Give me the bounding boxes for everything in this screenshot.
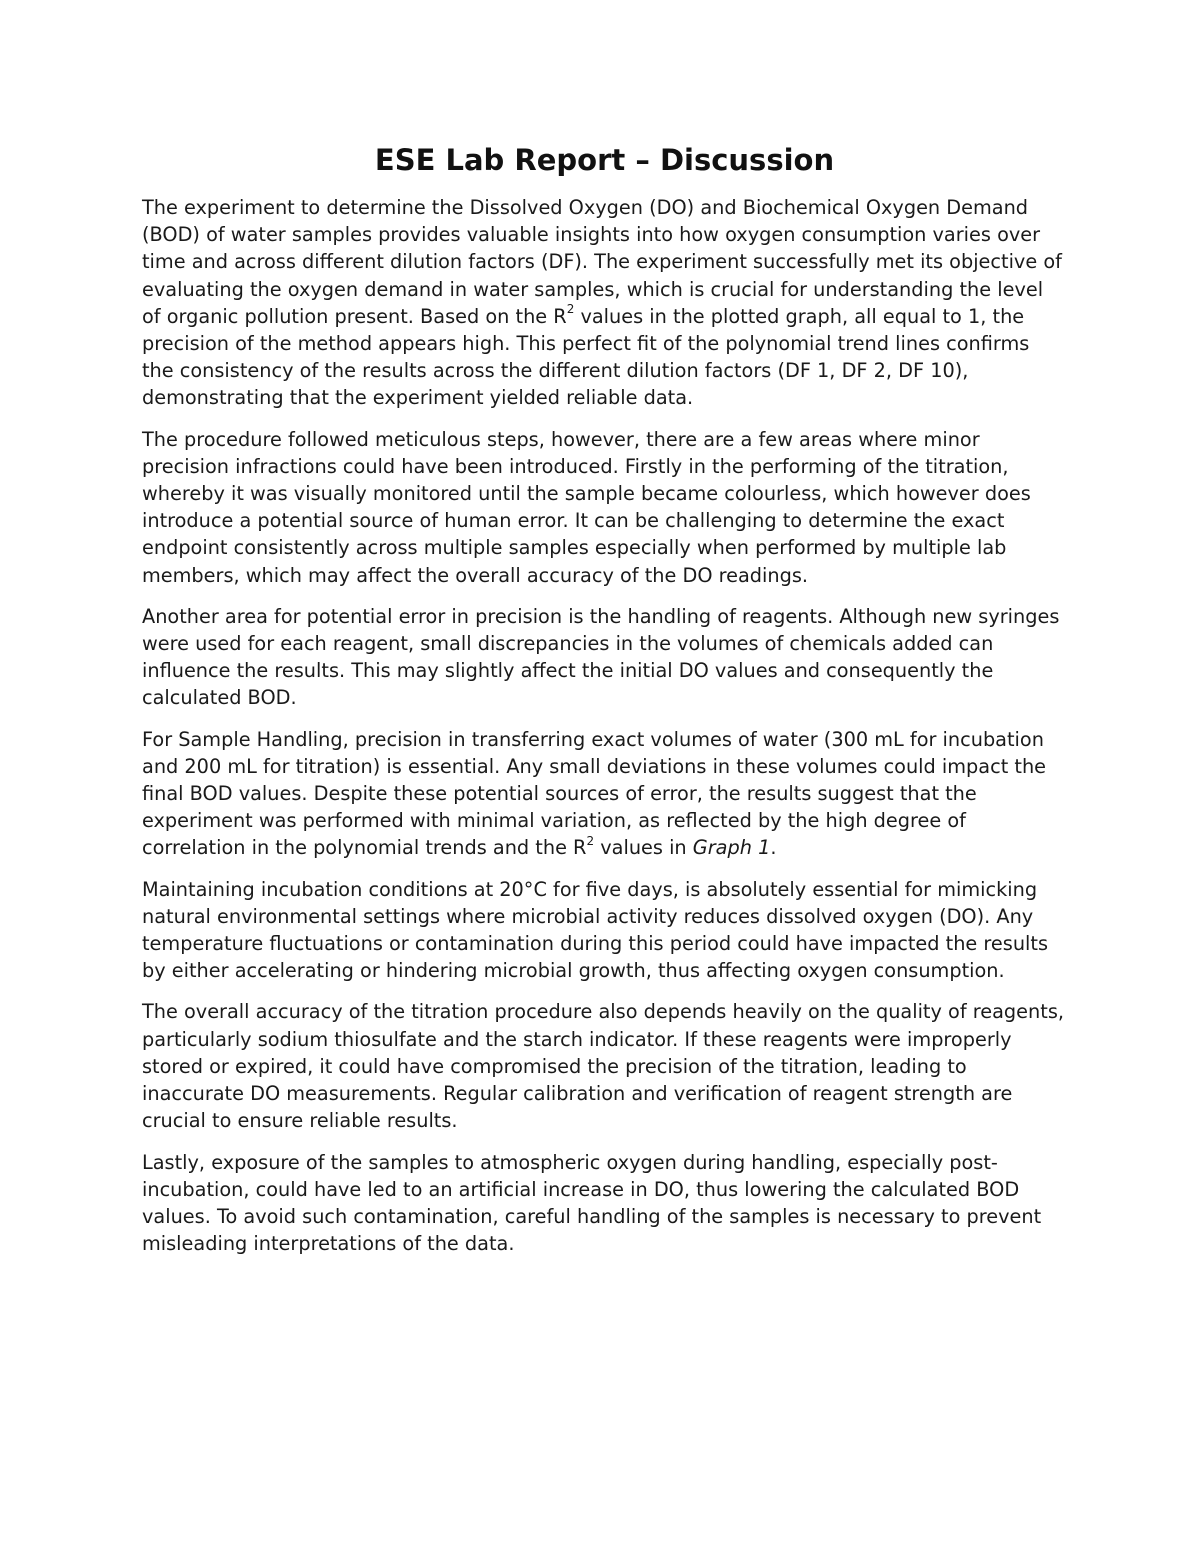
graph-reference: Graph 1	[692, 836, 771, 860]
paragraph-4-text-c: .	[770, 836, 777, 860]
paragraph-3: Another area for potential error in precision is the handling of reagents. Although new syringes were used for each reagent, small discrepancies in the volumes of chemicals added can influence the results. This may slightly affect the initial DO values and consequently the calculated BOD.	[142, 604, 1060, 710]
paragraph-4	[142, 726, 1067, 862]
superscript-2: 2	[566, 302, 575, 317]
paragraph-1	[142, 194, 1067, 412]
paragraph-6: The overall accuracy of the titration procedure also depends heavily on the quality of reagents, particularly sodium thiosulfate and the starch indicator. If these reagents were improperly stored or expired, it could have compromised the precision of the titration, leading to inaccurate DO measurements. Regular calibration and verification of reagent strength are crucial to ensure reliable results.	[142, 1000, 1064, 1133]
paragraph-4-text-b: values in	[594, 836, 693, 860]
paragraph-1-text-a: The experiment to determine the Dissolved Oxygen (DO) and Biochemical Oxygen Demand (BOD) of water samples provides valuable insights into how oxygen consumption varies over time and across different dilution factors (DF). The experiment successfully met its objective of evaluating the oxygen demand in water samples, which is crucial for understanding the level of organic pollution present. Based on the R	[142, 196, 1062, 328]
paragraph-5: Maintaining incubation conditions at 20°C for five days, is absolutely essential for mimicking natural environmental settings where microbial activity reduces dissolved oxygen (DO). Any temperature fluctuations or contamination during this period could have impacted the results by either accelerating or hindering microbial growth, thus affecting oxygen consumption.	[142, 877, 1049, 983]
paragraph-1-text-b: values in the plotted graph, all equal to 1, the precision of the method appears high. This perfect fit of the polynomial trend lines confirms the consistency of the results across the different dilution factors (DF 1, DF 2, DF 10), demonstrating that the experiment yielded reliable data.	[142, 304, 1030, 410]
document-page	[142, 140, 1067, 1271]
document-title: ESE Lab Report – Discussion	[374, 143, 835, 177]
paragraph-2: The procedure followed meticulous steps, however, there are a few areas where minor precision infractions could have been introduced. Firstly in the performing of the titration, whereby it was visually monitored until the sample became colourless, which however does introduce a potential source of human error. It can be challenging to determine the exact endpoint consistently across multiple samples especially when performed by multiple lab members, which may affect the overall accuracy of the DO readings.	[142, 427, 1031, 587]
superscript-2: 2	[586, 834, 595, 849]
paragraph-7: Lastly, exposure of the samples to atmospheric oxygen during handling, especially post-incubation, could have led to an artificial increase in DO, thus lowering the calculated BOD values. To avoid such contamination, careful handling of the samples is necessary to prevent misleading interpretations of the data.	[142, 1150, 1042, 1256]
paragraph-4-text-a: For Sample Handling, precision in transferring exact volumes of water (300 mL for incubation and 200 mL for titration) is essential. Any small deviations in these volumes could impact the final BOD values. Despite these potential sources of error, the results suggest that the experiment was performed with minimal variation, as reflected by the high degree of correlation in the polynomial trends and the R	[142, 727, 1047, 860]
